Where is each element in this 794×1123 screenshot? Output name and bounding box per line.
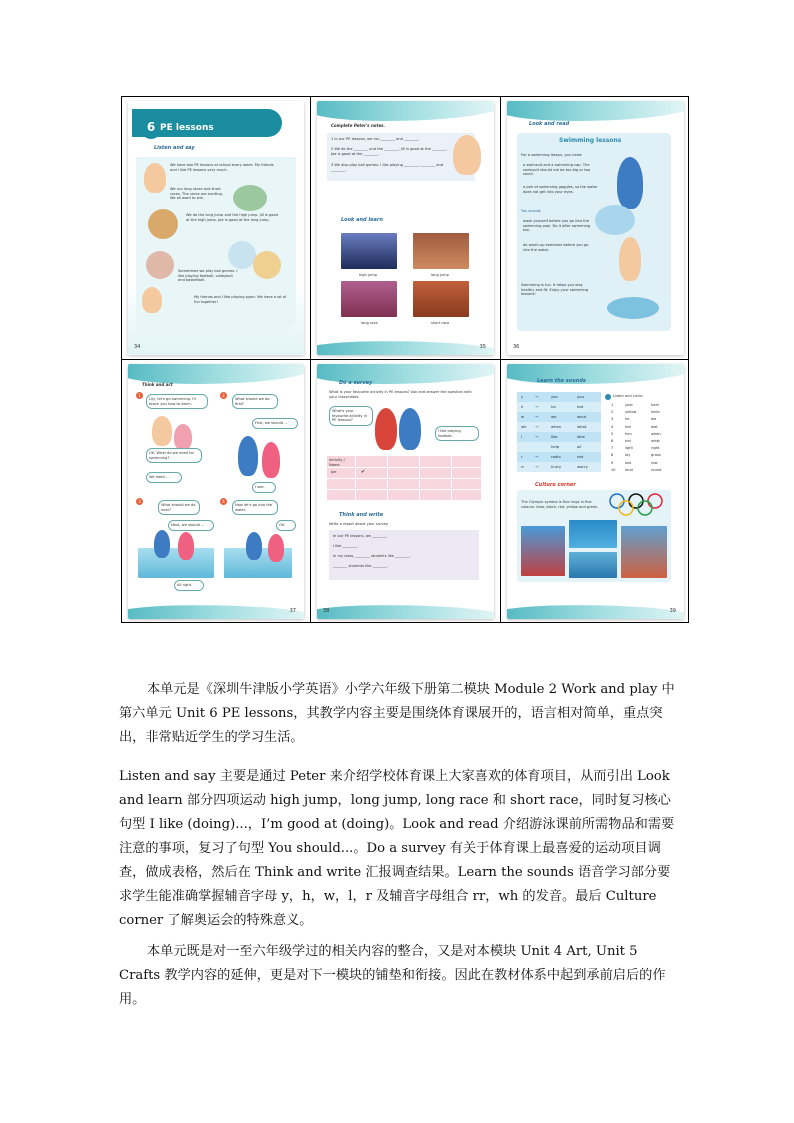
olympic-rings-icon <box>607 492 667 516</box>
story-text-2: We run long races and short races. The races are exciting. We all want to win. <box>170 187 223 201</box>
swimmer-boy <box>246 532 262 560</box>
intro-text: For a swimming lesson, you need: <box>521 153 583 157</box>
circle-cell: 4 <box>611 424 614 429</box>
circle-cell: round <box>651 467 662 472</box>
speech-bubble: We need ... <box>146 472 182 483</box>
circle-cell: 9 <box>611 460 614 465</box>
sound-cell: what <box>577 424 587 429</box>
girl-illustration <box>375 408 397 450</box>
section-title-2: Think and write <box>339 512 384 518</box>
long-race-photo <box>341 281 397 317</box>
sound-cell: help <box>551 444 560 449</box>
page-number: 34 <box>134 344 141 350</box>
page-37 <box>128 364 304 619</box>
caption-high-jump: high jump <box>359 273 378 277</box>
sound-row <box>517 462 601 472</box>
section-title: Look and read <box>529 121 570 127</box>
page-title: PE lessons <box>160 123 214 133</box>
swimmer-boy <box>238 436 258 476</box>
body-text-2 <box>119 765 675 933</box>
section-title: Learn the sounds <box>537 378 586 384</box>
girl-illustration <box>174 424 192 450</box>
circle-cell: loud <box>625 467 633 472</box>
write-line-2: I like ________. <box>333 544 359 548</box>
sound-cell: red <box>577 454 584 459</box>
write-line-4: ________ students like ________. <box>333 564 389 568</box>
speech-bubble: Lily, let's go swimming. I'll teach you how to swim. <box>146 394 208 409</box>
page-number: 38 <box>323 608 330 614</box>
speech-bubble: Now let's go into the water. <box>232 500 278 515</box>
page-38 <box>317 364 494 619</box>
circle-row <box>611 431 675 438</box>
paragraph-2: Listen and say 主要是通过 Peter 来介绍学校体育课上大家喜欢的体育项目，从而引出 Look and learn 部分四项运动 high jump，long jump, long race 和 short race，同时复习核心句型 I like (doing)...，I’m good at (doing)。Look and read 介绍游泳课前所需物品和需要注意的事项，复习了句型 You should...。Do a survey 有关于体育课上最喜爱的运动项目调查，做成表格，然后在 Think and write 汇报调查结果。Learn the sounds 语音学习部分要求学生能准确掌握辅音字母 y，h，w，l，r 及辅音字母组合 rr，wh 的发音。最后 Culture corner 了解奥运会的特殊意义。 <box>119 769 675 928</box>
circle-row <box>611 438 675 445</box>
caption-long-jump: long jump <box>431 273 449 277</box>
paragraph-1: 本单元是《深圳牛津版小学英语》小学六年级下册第二模块 Module 2 Work and play 中第六单元 Unit 6 PE lessons，其教学内容主要是围绕体育课展开的，语言相对简单，重点突出，非常贴近学生的学习生活。 <box>119 682 675 745</box>
page-39-cell <box>501 360 690 623</box>
section-title-2: Culture corner <box>535 482 576 488</box>
speech-bubble: What should we do first? <box>232 394 278 409</box>
sound-cell: wind <box>577 414 586 419</box>
speech-bubble: Next, we should ... <box>168 520 214 531</box>
note-2: 2 We do the ________ and the ________. Jill is good at the ________. Joe is good at the ________. <box>331 147 448 156</box>
warmup-illustration <box>619 237 641 281</box>
page-number: 35 <box>479 344 486 350</box>
table-row-name: Joe <box>331 470 337 474</box>
table-header: Activity / Name <box>329 458 345 467</box>
sound-row <box>517 452 601 462</box>
unit-number: 6 <box>140 115 162 139</box>
ball-photo-1 <box>228 241 256 269</box>
write-line-1: In our PE lessons, we ________. <box>333 534 388 538</box>
listen-circle-label: Listen and circle. <box>613 394 644 398</box>
survey-table <box>327 456 481 500</box>
arrow-icon: → <box>535 464 539 469</box>
boy-illustration <box>144 163 166 193</box>
circle-cell: 7 <box>611 446 614 451</box>
check-mark: ✔ <box>361 469 366 475</box>
arrow-icon: → <box>535 394 539 399</box>
pool-illustration <box>607 297 659 319</box>
step-3: 3 <box>136 498 143 505</box>
circle-cell: what <box>651 439 660 443</box>
ball-photo-2 <box>253 251 281 279</box>
diving-photo <box>569 552 617 578</box>
page-39 <box>507 364 684 619</box>
speech-bubble: OK. What do we need for swimming? <box>146 448 202 463</box>
circle-row <box>611 452 675 459</box>
circle-row <box>611 467 675 474</box>
sound-cell: h <box>521 404 524 409</box>
sound-cell: ha <box>551 404 556 409</box>
speech-bubble: I like playing football. <box>435 426 479 441</box>
sound-row <box>517 412 601 422</box>
step-2: 2 <box>220 392 227 399</box>
sound-row <box>517 422 601 432</box>
girl-illustration <box>142 287 162 313</box>
paragraph-3: 本单元既是对一至六年级学过的相关内容的整合，又是对本模块 Unit 4 Art, Unit 5 Crafts 教学内容的延伸，更是对下一模块的铺垫和衔接。因此在教材体系中起到承前启后的作用。 <box>119 944 666 1007</box>
circle-row <box>611 445 675 452</box>
race-photo <box>233 185 267 211</box>
circle-cell: 2 <box>611 410 614 415</box>
speech-bubble: All right. <box>174 580 204 591</box>
section-title: Listen and say <box>154 145 195 151</box>
write-line-3: In my class, ________ students like ________. <box>333 554 411 558</box>
speech-bubble: What's your favourite activity in PE lessons? <box>329 406 373 426</box>
step-1: 1 <box>136 392 143 399</box>
swimmer-boy <box>154 530 170 558</box>
page-34-cell <box>122 97 310 359</box>
circle-cell: hot <box>625 439 631 443</box>
circle-cell: right <box>651 446 660 451</box>
sound-cell: oil <box>577 444 582 449</box>
page-36-cell <box>501 97 690 359</box>
arrow-icon: → <box>535 404 539 409</box>
story-text-4: Sometimes we play ball games. I like playing football, volleyball and basketball. <box>178 269 238 283</box>
caption-long-race: long race <box>361 321 378 325</box>
swimmer-girl <box>268 534 284 562</box>
circle-cell: 8 <box>611 453 614 458</box>
circle-cell: 10 <box>611 467 616 472</box>
closing-text: Swimming is fun. It helps you stay healthy and fit. Enjoy your swimming lessons! <box>521 283 589 297</box>
sound-cell: r <box>521 454 523 459</box>
speech-bubble: What should we do next? <box>158 500 200 515</box>
race-photo <box>621 526 667 578</box>
panel-heading: Swimming lessons <box>559 137 622 144</box>
story-text-5: My friends and I like playing sport. We have a lot of fun together! <box>194 295 287 304</box>
page-37-cell <box>122 360 310 623</box>
peter-illustration <box>453 135 481 175</box>
shower-photo <box>595 205 635 235</box>
body-text <box>119 678 675 750</box>
circle-cell: low <box>625 460 632 465</box>
page-38-cell <box>311 360 500 623</box>
gymnast-photo <box>521 526 565 576</box>
boy-illustration <box>399 408 421 450</box>
sound-cell: l <box>521 434 523 439</box>
body-text-3 <box>119 940 675 1012</box>
circle-row <box>611 402 675 409</box>
swimmer-girl <box>178 532 194 560</box>
high-jump-photo <box>341 233 397 269</box>
sound-row <box>517 442 601 452</box>
should-label: You should: <box>521 209 542 213</box>
jump-photo <box>148 209 178 239</box>
ball-photo-3 <box>146 251 174 279</box>
circle-cell: when <box>651 431 661 436</box>
should-item-2: do warm-up exercises before you go into the water. <box>523 243 589 252</box>
circle-row <box>611 409 675 416</box>
sound-row <box>517 432 601 442</box>
circle-cell: hear <box>651 403 660 407</box>
circle-row <box>611 424 675 431</box>
story-text-3: We do the long jump and the high jump. Jill is good at the high jump. Joe is good at the long jump. <box>186 213 278 222</box>
circle-cell: grass <box>651 453 661 458</box>
speech-bubble: OK. <box>276 520 296 531</box>
sound-cell: we <box>551 414 557 419</box>
circle-cell: light <box>625 446 633 451</box>
circle-row <box>611 460 675 467</box>
need-item-2: a pair of swimming goggles, so the water does not get into your eyes. <box>523 185 598 194</box>
write-instruction: Write a report about your survey. <box>329 522 389 526</box>
circle-cell: hen <box>625 431 632 436</box>
circle-cell: row <box>651 460 658 465</box>
swimming-photo <box>569 520 617 548</box>
should-item-1: wash yourself before you go into the swimming pool. Do it after swimming too. <box>523 219 591 233</box>
speech-bubble: I see. <box>252 482 276 493</box>
page-35 <box>317 101 494 355</box>
note-1: 1 In our PE lessons, we run ________ and ________. <box>331 137 420 141</box>
sound-cell: hurry <box>551 464 562 469</box>
caption-short-race: short race <box>431 321 450 325</box>
pool-scene-1 <box>138 548 214 578</box>
boy-illustration <box>152 416 172 446</box>
sound-cell: wh <box>521 424 527 429</box>
section-title: Do a survey <box>339 380 373 386</box>
sound-cell: when <box>551 424 562 429</box>
circle-cell: 3 <box>611 417 614 422</box>
sound-cell: radio <box>551 454 561 459</box>
sound-cell: y <box>521 394 524 399</box>
short-race-photo <box>413 281 469 317</box>
circle-cell: 5 <box>611 431 614 436</box>
page-number: 36 <box>513 344 520 350</box>
circle-cell: lay <box>625 453 631 458</box>
speech-bubble: First, we should ... <box>252 418 298 429</box>
section-title-2: Look and learn <box>341 217 383 223</box>
sounds-table <box>517 392 601 472</box>
circle-cell: wet <box>651 424 658 429</box>
swimmer-illustration <box>617 157 643 209</box>
arrow-icon: → <box>535 434 539 439</box>
circle-cell: yellow <box>625 410 637 415</box>
sound-cell: you <box>577 394 584 399</box>
sound-cell: yes <box>551 394 558 399</box>
step-4: 4 <box>220 498 227 505</box>
circle-cell: hot <box>625 424 631 429</box>
sound-cell: lake <box>577 434 585 439</box>
sound-cell: rr <box>521 464 525 469</box>
sound-row <box>517 392 601 402</box>
circle-cell: year <box>625 403 634 407</box>
sound-cell: w <box>521 414 525 419</box>
page-34 <box>128 101 304 355</box>
circle-cell: 1 <box>611 403 614 407</box>
long-jump-photo <box>413 233 469 269</box>
circle-cell: we <box>651 417 657 422</box>
sound-cell: worry <box>577 464 588 469</box>
circle-cell: hello <box>651 410 660 415</box>
listen-circle-list <box>611 402 675 476</box>
arrow-icon: → <box>535 454 539 459</box>
page-number: 39 <box>669 608 676 614</box>
circle-row <box>611 416 675 423</box>
section-title: Complete Peter's notes. <box>331 123 386 128</box>
page-36 <box>507 101 684 355</box>
story-text-1: We have two PE lessons at school every week. My friends and I like PE lessons very much. <box>170 163 274 172</box>
survey-instruction: What is your favourite activity in PE lessons? Ask and answer the question with your classmates. <box>329 390 472 399</box>
sound-cell: like <box>551 434 558 439</box>
arrow-icon: → <box>535 414 539 419</box>
note-3: 3 We also play ball games. I like playing ________, ________ and ________. <box>331 163 444 172</box>
textbook-pages-table <box>121 96 689 623</box>
circle-cell: he <box>625 417 630 422</box>
culture-text: The Olympic symbol is five rings in five colours: blue, black, red, yellow and green. <box>521 500 599 509</box>
sound-row <box>517 402 601 412</box>
section-title: Think and act <box>142 382 173 387</box>
swimmer-girl <box>262 442 280 478</box>
need-item-1: a swimsuit and a swimming cap. The swimsuit should not be too big or too small. <box>523 163 590 177</box>
page-35-cell <box>311 97 500 359</box>
page-number: 37 <box>289 608 296 614</box>
arrow-icon: → <box>535 424 539 429</box>
circle-cell: 6 <box>611 439 614 443</box>
sound-cell: hat <box>577 404 584 409</box>
